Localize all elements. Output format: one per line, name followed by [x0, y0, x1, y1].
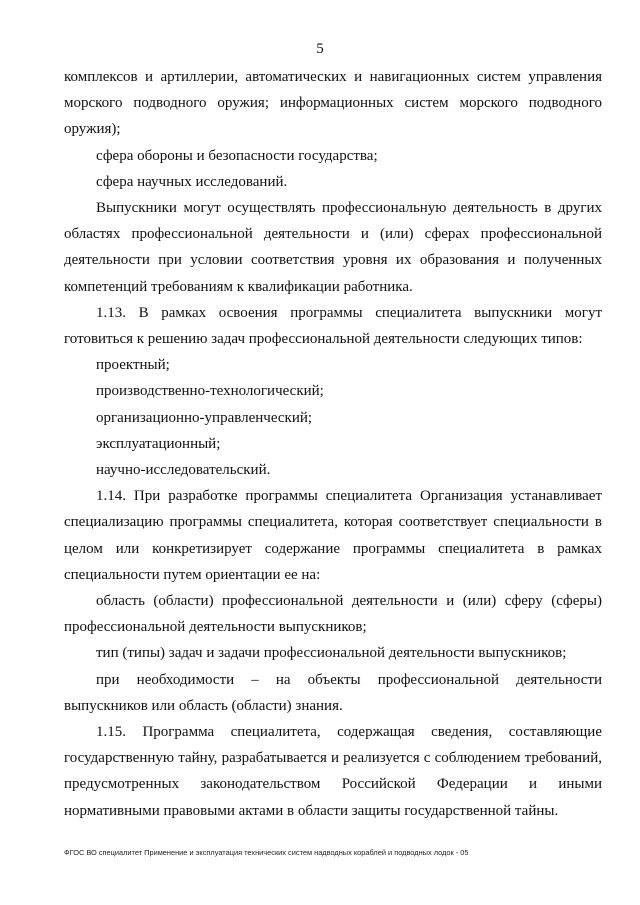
paragraph-section-1-15: 1.15. Программа специалитета, содержащая сведения, составляющие государственную тайну, разрабатывается и реализуется с соблюдением требований, предусмотренных законодательством Российской Федерации и иными нормативными правовыми актами в области защиты государственной тайны. — [64, 724, 602, 819]
paragraph-list-item: сфера научных исследований. — [96, 173, 288, 190]
paragraph-list-item: сфера обороны и безопасности государства; — [96, 147, 378, 164]
paragraph: Выпускники могут осуществлять профессиональную деятельность в других областях профессиональной деятельности и (или) сферах профессиональной деятельности при условии соответствия уровня их образования и полученных компетенций требованиям к квалификации работника. — [64, 200, 602, 295]
paragraph-list-item: эксплуатационный; — [96, 435, 221, 452]
paragraph-continuation: комплексов и артиллерии, автоматических и навигационных систем управления морского подводного оружия; информационных систем морского подводного оружия); — [64, 69, 602, 138]
paragraph-list-item: проектный; — [96, 357, 170, 374]
document-body — [64, 64, 602, 824]
paragraph-list-item: научно-исследовательский. — [96, 462, 271, 479]
paragraph-section-1-14: 1.14. При разработке программы специалитета Организация устанавливает специализацию программы специалитета, которая соответствует специальности в целом или конкретизирует содержание программы специалитета в рамках специальности путем ориентации ее на: — [64, 488, 602, 583]
page-number: 5 — [316, 41, 324, 57]
paragraph-section-1-13: 1.13. В рамках освоения программы специалитета выпускники могут готовиться к решению задач профессиональной деятельности следующих типов: — [64, 304, 602, 348]
paragraph-list-item: при необходимости – на объекты профессиональной деятельности выпускников или область (области) знания. — [64, 671, 602, 714]
paragraph-list-item: область (области) профессиональной деятельности и (или) сферу (сферы) профессиональной деятельности выпускников; — [64, 593, 602, 636]
paragraph-list-item: производственно-технологический; — [96, 383, 324, 400]
page-footer: ФГОС ВО специалитет Применение и эксплуатация технических систем надводных кораблей и подводных лодок - 05 — [64, 848, 469, 857]
paragraph-list-item: тип (типы) задач и задачи профессиональной деятельности выпускников; — [96, 645, 567, 662]
paragraph-list-item: организационно-управленческий; — [96, 409, 313, 426]
